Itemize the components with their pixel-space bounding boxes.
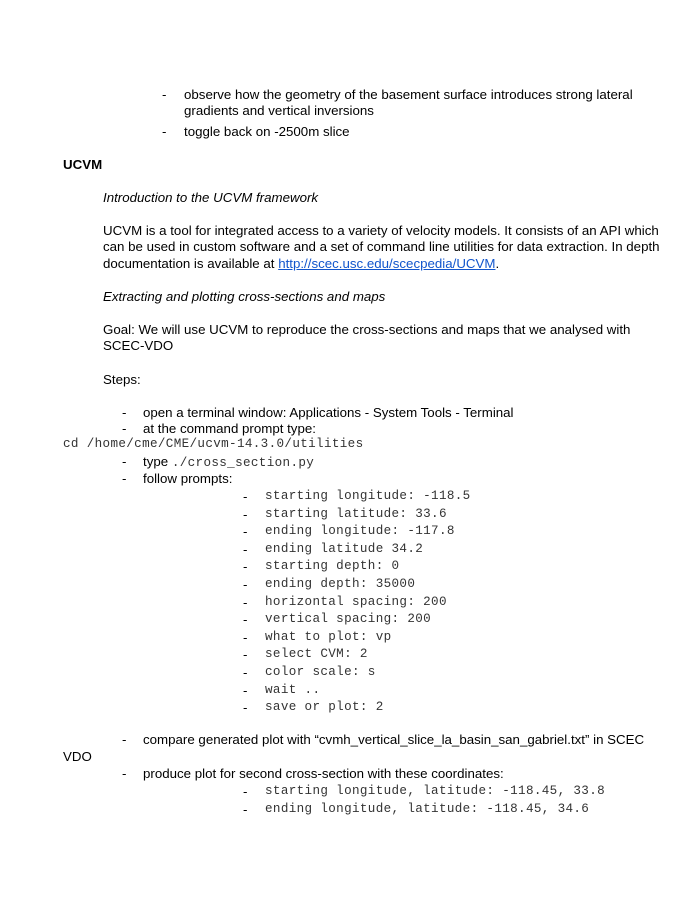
prompt-dash: -: [243, 577, 248, 592]
prompt-item: select CVM: 2: [265, 647, 368, 662]
step-dash: -: [122, 454, 127, 469]
step-text: [143, 454, 314, 470]
prompt-item: ending depth: 35000: [265, 577, 416, 591]
intro-paragraph-line: UCVM is a tool for integrated access to a variety of velocity models. It consists of an API which: [103, 223, 659, 238]
bullet-dash: -: [162, 87, 167, 102]
step-text: open a terminal window: Applications - System Tools - Terminal: [143, 405, 514, 420]
goal-line: Goal: We will use UCVM to reproduce the cross-sections and maps that we analysed with: [103, 322, 631, 337]
intro-paragraph-line: [103, 256, 499, 271]
prompt-dash: -: [243, 629, 248, 645]
intro-paragraph-line: can be used in custom software and a set of command line utilities for data extraction. In depth: [103, 239, 660, 254]
coord-item: ending longitude, latitude: -118.45, 34.6: [265, 802, 590, 816]
prompt-item: wait ..: [265, 682, 321, 697]
step-dash: -: [122, 471, 127, 486]
prompt-dash: -: [243, 612, 248, 628]
extract-heading: Extracting and plotting cross-sections and maps: [103, 289, 386, 304]
prompt-dash: -: [243, 594, 248, 610]
bullet-text: toggle back on -2500m slice: [184, 124, 350, 139]
step-text: follow prompts:: [143, 471, 233, 486]
bullet-text: observe how the geometry of the basement surface introduces strong lateral: [184, 87, 633, 102]
prompt-dash: -: [243, 682, 248, 698]
prompt-dash: -: [243, 506, 248, 522]
prompt-dash: -: [243, 665, 248, 680]
prompt-dash: -: [243, 541, 248, 557]
compare-line: VDO: [63, 749, 92, 764]
script-name: ./cross_section.py: [171, 456, 315, 470]
step-prefix: type: [143, 454, 172, 469]
section-heading: UCVM: [63, 157, 103, 172]
goal-line: SCEC-VDO: [103, 338, 174, 353]
prompt-dash: -: [243, 489, 248, 504]
prompt-item: horizontal spacing: 200: [265, 594, 447, 609]
step-dash: -: [122, 421, 127, 436]
prompt-item: ending latitude 34.2: [265, 541, 424, 556]
prompt-item: ending longitude: -117.8: [265, 524, 455, 539]
prompt-dash: -: [243, 647, 248, 663]
bullet-text: gradients and vertical inversions: [184, 103, 374, 118]
step-dash: -: [122, 732, 127, 747]
prompt-item: what to plot: vp: [265, 629, 392, 644]
step-text: at the command prompt type:: [143, 421, 316, 436]
steps-label: Steps:: [103, 372, 141, 387]
bullet-dash: -: [162, 124, 167, 139]
coord-item: starting longitude, latitude: -118.45, 33.8: [265, 784, 606, 798]
produce-line: produce plot for second cross-section with these coordinates:: [143, 766, 504, 781]
intro-paragraph-suffix: .: [495, 256, 500, 271]
coord-dash: -: [243, 802, 248, 817]
prompt-dash: -: [243, 559, 248, 575]
ucvm-doc-link[interactable]: http://scec.usc.edu/scecpedia/UCVM: [278, 256, 496, 271]
intro-heading: Introduction to the UCVM framework: [103, 190, 319, 205]
prompt-dash: -: [243, 524, 248, 540]
step-dash: -: [122, 405, 127, 420]
command-line: cd /home/cme/CME/ucvm-14.3.0/utilities: [63, 437, 364, 451]
prompt-item: color scale: s: [265, 665, 376, 679]
compare-line: compare generated plot with “cvmh_vertical_slice_la_basin_san_gabriel.txt” in SCEC: [143, 732, 645, 747]
prompt-item: starting latitude: 33.6: [265, 506, 447, 521]
prompt-item: starting depth: 0: [265, 559, 400, 574]
step-dash: -: [122, 766, 127, 781]
prompt-dash: -: [243, 700, 248, 716]
intro-paragraph-prefix: documentation is available at: [103, 256, 279, 271]
prompt-item: save or plot: 2: [265, 700, 384, 715]
coord-dash: -: [243, 784, 248, 799]
prompt-item: vertical spacing: 200: [265, 612, 432, 627]
prompt-item: starting longitude: -118.5: [265, 489, 471, 503]
